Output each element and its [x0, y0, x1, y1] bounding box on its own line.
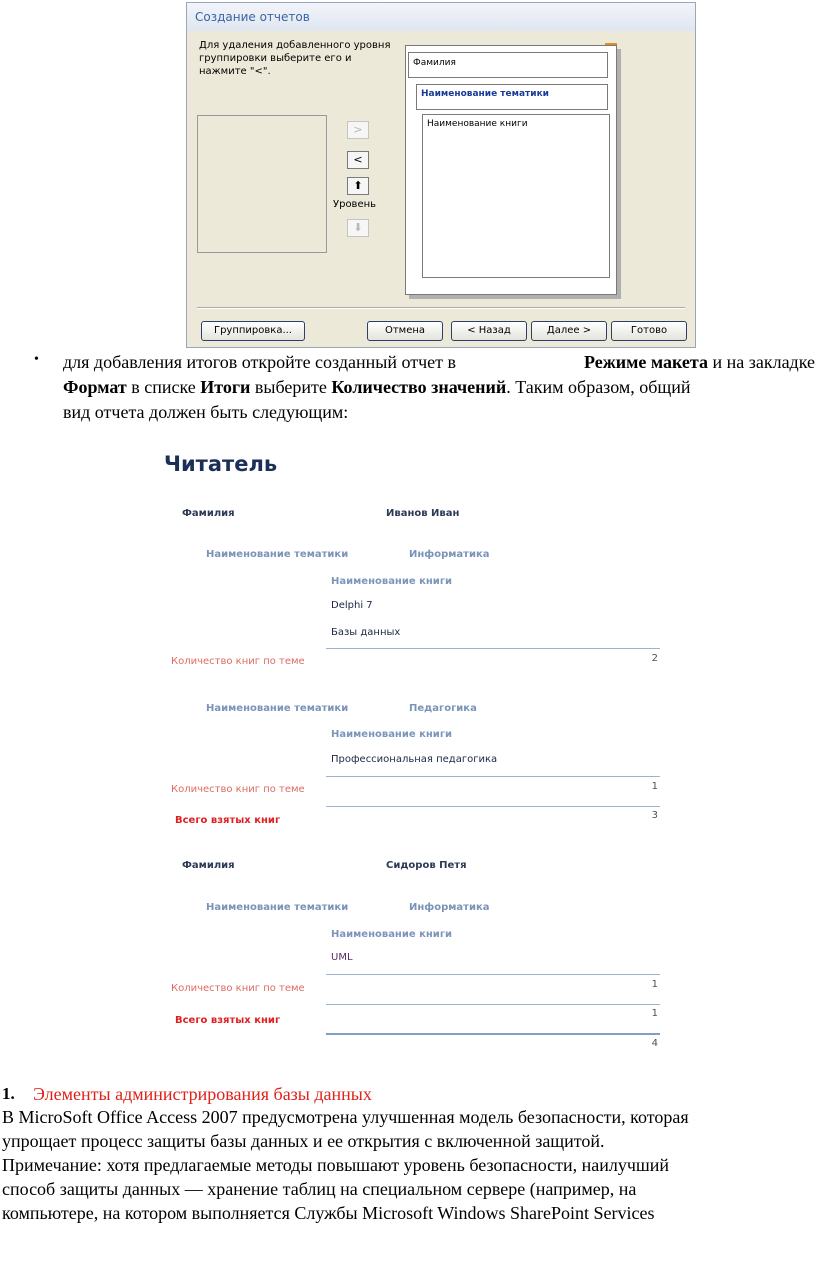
body-line: компьютере, на котором выполняется Службы Microsoft Windows SharePoint Services [2, 1203, 655, 1223]
subtotal-divider [326, 776, 660, 777]
instruction-paragraph [63, 350, 815, 425]
paragraph-line-3: вид отчета должен быть следующим: [63, 402, 349, 422]
body-line: упрощает процесс защиты базы данных и ее открытия с включенной защитой. [2, 1131, 605, 1151]
book-value: Профессиональная педагогика [331, 754, 498, 765]
layout-mode-term: Режиме макета [583, 352, 708, 372]
book-value: UML [331, 952, 353, 963]
topic-value: Информатика [409, 902, 490, 913]
topic-label: Наименование тематики [206, 703, 349, 714]
book-label: Наименование книги [331, 576, 453, 587]
count-values-term: Количество значений [331, 377, 507, 397]
level-label: Уровень [333, 199, 377, 210]
text-fragment: в списке [126, 377, 201, 397]
topic-label: Наименование тематики [206, 549, 349, 560]
button-separator [197, 307, 685, 309]
report-wizard-dialog [186, 2, 696, 348]
topic-count-value: 1 [651, 979, 658, 990]
book-value: Delphi 7 [331, 600, 373, 611]
total-divider [326, 806, 660, 807]
topic-label: Наименование тематики [206, 902, 349, 913]
subtotal-divider [326, 648, 660, 649]
reader-total-label: Всего взятых книг [175, 1015, 281, 1026]
reader-total-value: 3 [651, 810, 658, 821]
paragraph-line-1 [63, 350, 815, 375]
topic-value: Педагогика [409, 703, 477, 714]
cancel-button[interactable]: Отмена [367, 321, 443, 341]
priority-up-button[interactable] [347, 177, 369, 195]
add-level-button[interactable]: > [347, 121, 369, 139]
reader-total-value: 1 [651, 1008, 658, 1019]
body-line: В MicroSoft Office Access 2007 предусмотрена улучшенная модель безопасности, которая [2, 1107, 689, 1127]
totals-term: Итоги [200, 377, 251, 397]
available-fields-list[interactable] [197, 115, 327, 253]
preview-level-book[interactable]: Наименование книги [422, 114, 610, 278]
priority-down-button[interactable] [347, 219, 369, 237]
finish-button[interactable]: Готово [611, 321, 687, 341]
text-fragment: и на закладке [707, 352, 815, 372]
book-value: Базы данных [331, 627, 401, 638]
report-title: Читатель [164, 452, 278, 476]
topic-count-value: 2 [651, 653, 658, 664]
surname-label: Фамилия [182, 860, 235, 871]
book-label: Наименование книги [331, 929, 453, 940]
help-text: Для удаления добавленного уровня группировки выберите его и нажмите "<". [199, 40, 391, 77]
preview-level-topic[interactable]: Наименование тематики [416, 84, 608, 110]
section-title: Элементы администрирования базы данных [33, 1084, 372, 1104]
subtotal-divider [326, 974, 660, 975]
grand-total-value: 4 [651, 1038, 658, 1049]
section-body [2, 1105, 689, 1225]
back-button[interactable]: < Назад [451, 321, 527, 341]
text-fragment: выберите [250, 377, 332, 397]
surname-label: Фамилия [182, 508, 235, 519]
grouping-preview [405, 45, 617, 295]
topic-count-label: Количество книг по теме [171, 784, 305, 795]
grouping-options-button[interactable]: Группировка... [201, 321, 305, 341]
reader-total-label: Всего взятых книг [175, 815, 281, 826]
paragraph-line-2 [63, 375, 815, 400]
bullet-marker: • [34, 352, 39, 367]
topic-count-value: 1 [651, 781, 658, 792]
body-line: Примечание: хотя предлагаемые методы повышают уровень безопасности, наилучший [2, 1155, 670, 1175]
text-fragment: . Таким образом, общий [506, 377, 691, 397]
text-fragment: для добавления итогов откройте созданный отчет в [63, 352, 457, 372]
surname-value: Иванов Иван [386, 508, 460, 519]
topic-value: Информатика [409, 549, 490, 560]
format-tab-term: Формат [63, 377, 127, 397]
arrow-up-icon: ⬆ [353, 179, 363, 192]
topic-count-label: Количество книг по теме [171, 983, 305, 994]
total-divider [326, 1004, 660, 1005]
topic-count-label: Количество книг по теме [171, 656, 305, 667]
surname-value: Сидоров Петя [386, 860, 467, 871]
remove-level-button[interactable]: < [347, 151, 369, 169]
next-button[interactable]: Далее > [531, 321, 607, 341]
preview-level-surname[interactable]: Фамилия [408, 52, 608, 78]
body-line: способ защиты данных — хранение таблиц на специальном сервере (например, на [2, 1179, 637, 1199]
arrow-down-icon: ⬇ [353, 221, 363, 234]
book-label: Наименование книги [331, 729, 453, 740]
dialog-title: Создание отчетов [187, 3, 695, 31]
section-number: 1. [2, 1084, 15, 1103]
grand-total-divider [326, 1033, 660, 1035]
